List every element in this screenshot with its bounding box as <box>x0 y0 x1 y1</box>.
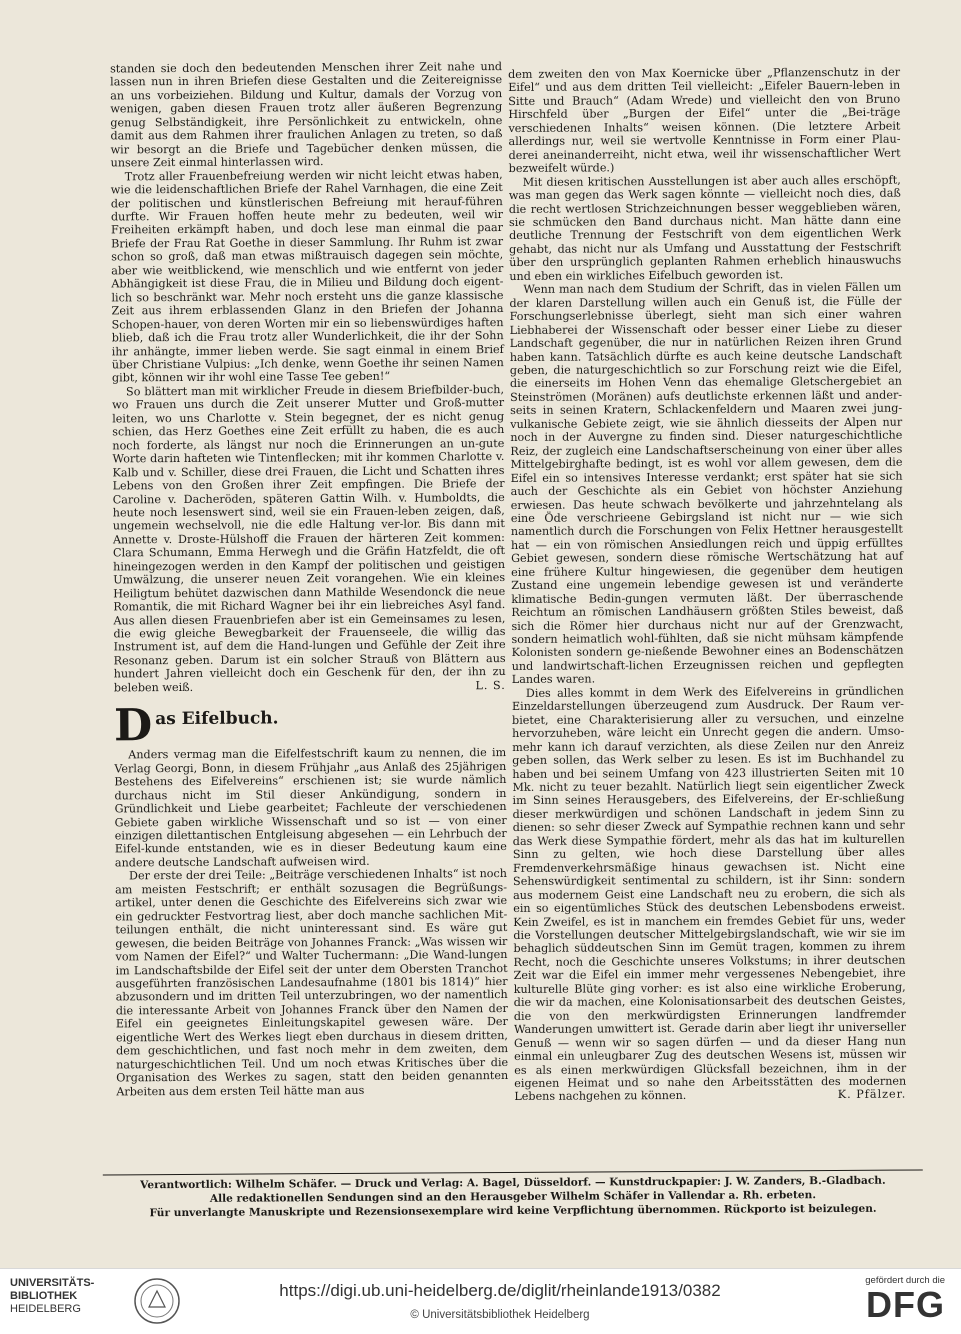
library-name-line: BIBLIOTHEK <box>10 1290 78 1302</box>
imprint <box>103 1169 923 1220</box>
section-title: as Eifelbuch. <box>155 708 279 730</box>
page-content <box>96 57 923 1267</box>
right-column <box>508 66 906 1104</box>
paragraph: Anders vermag man die Eifelfestschrift kaum zu nennen, die im Verlag Georgi, Bonn, in diesem Frühjahr „aus Anlaß des 25jährigen Bestehens des Eifelvereins“ erschienen ist; sie wurde nämlich durchaus nicht im Stil dieser Ankündigung, sondern in Gründlichkeit und Liebe gearbeitet; Fachleute der verschiedenen Gebiete gaben wirkliche Wissenschaft und so ist — von einer einzigen dilettantischen Entgleisung abgesehen — ein Lehrbuch der Eifel-kunde entstanden, wie es in dieser Bedeutung kaum eine andere deutsche Landschaft aufweisen wird. <box>114 746 507 870</box>
paragraph: Wenn man nach dem Studium der Schrift, das in vielen Fällen um der klaren Darstellung willen auch ein Genuß ist, die Fülle der Forschungserlebnisse überlegt, sieht man sich einer wahren Liebhaberei der Wissenschaft oder besser einer Liebe zu dieser Landschaft gegenüber, die nur in natürlichen Reizen ihren Grund haben kann. Tatsächlich dürfte es auch keine deutsche Landschaft geben, die naturgeschichtlich so zur Forschung reizt wie die Eifel, die einerseits im Hohen Venn das ehemalige Gletschergebiet an Steinströmen (Moränen) aufs deutlichste erkennen läßt und ander-seits in seinen Kratern, Schlackenfeldern und Maaren zwei jung-vulkanische Gebiete zeigt, wie sie ähnlich diesseits der Alpen nur noch in der Auvergne zu finden sind. Dieser naturgeschichtliche Reiz, der zugleich eine Landschaftserscheinung von einer über alles Mittelgebirghafte bedingt, ist es wohl vor allem gewesen, dem die Eifel ein so intensives Interesse verdankt; erst später hat sie sich auch der Geschichte als ein Gebiet von höchster Anziehung erwiesen. Das heute schwach bevölkerte und jahrzehntelang als eine Öde verschrieene Gebirgsland ist nicht nur — wie sich namentlich durch die Forschungen von Felix Hettner herausgestellt hat — ein von römischen Ansiedlungen reich und üppig erfülltes Gebiet gewesen, sondern diese römische Wertschätzung hat auf eine frühere Kultur hingewiesen, die gegenüber dem heutigen Zustand eine ungemein lebendige gewesen ist und veränderte klimatische Bedin-gungen vermuten läßt. Der überraschende Reichtum an römischen Landhäusern größten Stiles beweist, daß sich die Römer hier durchaus nicht nur auf der Grenzwacht, sondern heimatlich wohl-fühlten, daß sie nicht mühsam kämpfende Kolonisten sondern ge-nießende Bewohner eines an Bodenschätzen und landwirtschaft-lichen Erzeugnissen reichen und gepflegten Landes waren. <box>509 280 904 687</box>
page-url-link[interactable]: https://digi.ub.uni-heidelberg.de/diglit/rheinlande1913/0382 <box>279 1281 721 1300</box>
library-name-line: UNIVERSITÄTS- <box>10 1277 95 1289</box>
library-seal-icon <box>133 1277 181 1325</box>
dfg-wordmark: DFG <box>866 1284 945 1325</box>
paragraph: Mit diesen kritischen Ausstellungen ist aber auch alles erschöpft, was man gegen das Werk sagen könnte — vielleicht noch dies, daß die recht wertlosen Strichzeichnungen besser weggeblieben wären, sie schmücken den Band durchaus nicht. Man hätte dann eine deutliche Trennung der Festschrift von dem eigentlichen Werk gehabt, das nicht nur als Umfang und Ausstattung der Festschrift über den ursprünglich geplanten Rahmen erheblich hinauswuchs und eben ein wirkliches Eifelbuch geworden ist. <box>508 173 902 283</box>
paragraph: Trotz aller Frauenbefreiung werden wir nicht leicht etwas haben, wie die leidenschaftlichen Briefe der Rahel Varnhagen, die eine Zeit der politischen und künstlerischen Befreiung mit herauf-führen durfte. Wir Frauen hoffen heute mehr zu bedeuten, weil wir Freiheiten erkämpft haben, und doch lese man einmal die paar Briefe der Frau Rat Goethe in dieser Sammlung. Ihr Ruhm ist zwar schon so groß, daß man etwas mißtrauisch dagegen sein möchte, aber wie weitblickend, wie menschlich und wie entfernt von jeder Abhängigkeit ist diese Frau, die in Milieu und Bildung doch eigent-lich so beschränkt war. Mehr noch ersteht uns die ganze klassische Zeit aus ihrem erblassenden Glanz in den Briefen der Johanna Schopen-hauer, von deren Worten mir ein so liebenswürdiges haften blieb, daß ich die Frau trotz aller Wunderlichkeit, die ihr der Sohn ihr anhängte, immer lieben werde. Sie sagt einmal in einem Brief über Christiane Vulpius: „Ich denke, wenn Goethe ihr seinen Namen gibt, können wir ihr wohl eine Tasse Tee geben!“ <box>110 167 504 385</box>
imprint-line: Für unverlangte Manuskripte und Rezensionsexemplare wird keine Verpflichtung übernommen. Rückporto ist beizulegen. <box>149 1202 877 1220</box>
paragraph <box>112 383 506 695</box>
paragraph: Der erste der drei Teile: „Beiträge verschiedenen Inhalts“ ist noch am meisten Festschrift; er enthält sozusagen die Begrüßungs-artikel, unter denen die Geschichte des Eifelvereins sich zwar wie ein gedruckter Festvortrag liest, aber doch manche sachlichen Mit-teilungen enthält, die nicht uninteressant sind. Es wäre gut gewesen, die beiden Beiträge von Johannes Franck: „Was wissen wir vom Namen der Eifel?“ und Walter Tuchermann: „Die Wand-lungen im Landschaftsbilde der Eifel seit der unter dem Obersten Tranchot ausgeführten französischen Landesaufnahme (1801 bis 1814)“ hier abzusondern und im dritten Teil unterzubringen, wo der namentlich die interessante Arbeit von Johannes Franck über den Namen der Eifel ein geeignetes Einleitungskapitel gewesen wäre. Der eigentliche Wert des Werkes liegt eben durchaus in diesem dritten, dem geschichtlichen, und fast noch mehr in dem zweiten, dem naturgeschichtlichen Teil. Und um noch etwas Kritisches über die Organisation des Werkes zu sagen, statt den beiden genannten Arbeiten aus dem ersten Teil hätte man aus <box>115 867 509 1099</box>
library-logo[interactable] <box>10 1277 130 1325</box>
signature: L. S. <box>475 678 506 693</box>
paragraph <box>512 684 907 1103</box>
viewer-footer <box>0 1268 961 1334</box>
left-column <box>110 60 508 1098</box>
paragraph: dem zweiten den von Max Koernicke über „Pflanzenschutz in der Eifel“ und aus dem dritten Teil vielleicht: „Eifeler Bauern-leben in Sitte und Brauch“ (Adam Wrede) und vielleicht den von Bruno Hirschfeld über „Burgen der Eifel“ unter die „Bei-träge verschiedenen Inhalts“ weisen können. (Die letztere Arbeit allerdings nur, weil sie wertvolle Kenntnisse in Form einer Plau-derei aneinanderreiht, nicht etwa, weil ihr wissenschaftlicher Wert bezweifelt würde.) <box>508 65 901 176</box>
funded-by-label: gefördert durch die <box>865 1275 945 1286</box>
copyright-notice: © Universitätsbibliothek Heidelberg <box>410 1309 590 1321</box>
paragraph: standen sie doch den bedeutenden Menschen ihrer Zeit nahe und lassen nun in ihren Briefen diese Gestalten und die Zeitereignisse an uns vorbeiziehen. Bildung und Kultur, damals der Vorzug von wenigen, gaben diesen Frauen trotz aller äußeren Begrenzung genug Selbständigkeit, ihre Persönlichkeit zu entwickeln, ohne damit aus dem Rahmen ihrer fraulichen Anlagen zu treten, so daß wir besorgt an die Briefe und Tagebücher denken müssen, die unsere Zeit einmal hinterlassen wird. <box>110 60 503 170</box>
signature: K. Pfälzer. <box>837 1088 907 1102</box>
section-heading <box>113 700 506 752</box>
imprint-line: Verantwortlich: Wilhelm Schäfer. — Druck und Verlag: A. Bagel, Düsseldorf. — Kunstdruckpapier: J. W. Zanders, B.-Gladbach. <box>140 1174 886 1192</box>
drop-cap: D <box>113 700 153 752</box>
library-name-line: HEIDELBERG <box>10 1303 81 1315</box>
dfg-logo[interactable] <box>835 1275 945 1324</box>
imprint-line: Alle redaktionellen Sendungen sind an den Herausgeber Wilhelm Schäfer in Vallendar a. Rh. erbeten. <box>209 1189 817 1205</box>
paragraph-text: Dies alles kommt in dem Werk des Eifelvereins in gründlichen Einzeldarstellungen überzeugend zum Ausdruck. Der Raum ver-bietet, eine Charakterisierung aller zu versuchen, und einzelne hervorzuheben, wäre leicht ein Unrecht gegen die andern. Umso-mehr kann ich darauf verzichten, als diese Zeilen nur den Anreiz geben sollen, das Werk selber zu lesen. Es ist im Buchhandel zu haben und bei seinem Umfang von 423 illustrierten Seiten mit 10 Mk. nicht zu teuer bezahlt. Natürlich liegt sein eigentlicher Zweck im Sinn seines Herausgebers, des Eifelvereins, der Er-schließung dieser merkwürdigen und schönen Landschaft in jedem Sinn zu dienen: so sehr dieser Zweck auf Sympathie rechnen kann und sehr das Werk diese Sympathie fördert, mehr als das hat im kulturellen Sinn zu gelten, wie hoch diese Darstellung über alles Fremdenverkehrsmäßige hinaus gewachsen ist. Nicht eine Sehenswürdigkeit sentimental zu schildern, ist ihr Sinn: sondern aus modernem Geist eine Landschaft neu zu erobern, die sich als ein so eigentümliches Stück des deutschen Lebensbodens erweist. Kein Zweifel, es ist in manchem ein fremdes Gebiet für uns, weder die Vorstellungen deutscher Mittelgebirgslandschaft, wie wir sie im behaglich süddeutschen Sinn im Gemüt tragen, kommen zu ihrem Recht, noch die Geschichte unseres Volkstums; in ihrer deutschen Zeit war die Eifel ein immer mehr vergessenes Nebengebiet, ihre kulturelle Blüte ging vorher: es ist also eine wirkliche Eroberung, die wir da machen, eine Kolonisationsarbeit des deutschen Geistes, die von den merkwürdigsten Erinnerungen landfremder Wanderungen umwittert ist. Gerade darin aber liegt ihr universeller Genuß — wenn wir so sagen dürfen — und da dieser Hang nun einmal ein unleugbarer Zug des deutschen Wesens ist, müssen wir es als einen merkwürdigen Glücksfall bezeichnen, ihm in der eigenen Heimat und so nahe den Arbeitsstätten des modernen Lebens nachgehen zu können. <box>511 684 907 1104</box>
paragraph-text: So blättert man mit wirklicher Freude in diesem Briefbilder-buch, wo Frauen uns durch die Zeit unserer Mutter und Groß-mutter leiten, wo uns Charlotte v. Stein begegnet, der es nicht genug schien, das Herz Goethes eine Zeit erfüllt zu haben, die es auch noch forderte, als längst nur noch die Erinnerungen an un-gute Worte darin hafteten wie Tintenflecken; mit ihr kommen Charlotte v. Kalb und v. Schiller, diese drei Frauen, die Licht und Schatten ihres Lebens von den Großen ihrer Zeit empfingen. Die Briefe der Caroline v. Dacheröden, späteren Gattin Wilh. v. Humboldts, die heute noch lesenswert sind, weil sie ein Frauen-leben zeigen, daß, ungemein wechselvoll, nie die edle Haltung ver-lor. Bis dann mit Annette v. Droste-Hülshoff die Frauen der härteren Zeit kommen: Clara Schumann, Emma Herwegh und die Gräfin Hatzfeldt, die oft hineingezogen werden in den Kampf der politischen und geistigen Umwälzung, die unserer neuen Zeit vorangehen. Wie ein kleines Heiligtum behütet dazwischen dann Mathilde Wesendonck die neue Romantik, die mit Richard Wagner bei ihr ein liebreiches Asyl fand. Aus allen diesen Frauenbriefen aber ist ein Gemeinsames zu lesen, die ewig gleiche Bewegbarkeit der Frauenseele, die willig das Instrument ist, auf dem die Hand-lungen und Gefühle der Zeit ihre Resonanz geben. Darum ist ein solcher Strauß von Blättern aus hundert Jahren vielleicht doch ein Geschenk für den, der ihn zu beleben weiß. <box>112 382 506 695</box>
